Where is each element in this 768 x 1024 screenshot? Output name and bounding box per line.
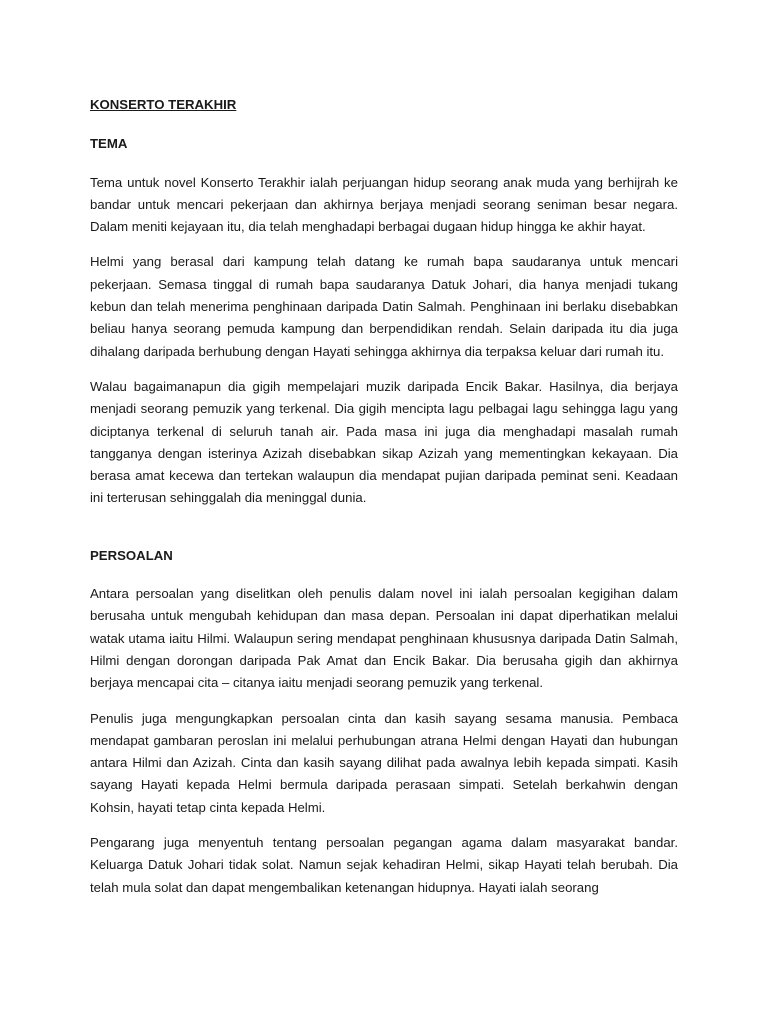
document-page (90, 94, 678, 912)
section-spacer (90, 523, 678, 545)
section-heading-tema: TEMA (90, 136, 128, 152)
paragraph: Helmi yang berasal dari kampung telah datang ke rumah bapa saudaranya untuk mencari pekerjaan. Semasa tinggal di rumah bapa saudaranya Datuk Johari, dia hanya menjadi tukang kebun dan telah menerima penghinaan daripada Datin Salmah. Penghinaan ini berlaku disebabkan beliau hanya seorang pemuda kampung dan berpendidikan rendah. Selain daripada itu dia juga dihalang daripada berhubung dengan Hayati sehingga akhirnya dia terpaksa keluar dari rumah itu. (90, 254, 678, 359)
section-persoalan (90, 545, 678, 899)
paragraph: Penulis juga mengungkapkan persoalan cinta dan kasih sayang sesama manusia. Pembaca mendapat gambaran peroslan ini melalui perhubungan atrana Helmi dengan Hayati dan hubungan antara Hilmi dan Azizah. Cinta dan kasih sayang dilihat pada awalnya lebih kepada simpati. Kasih sayang Hayati kepada Helmi bermula daripada perasaan simpati. Setelah berkahwin dengan Kohsin, hayati tetap cinta kepada Helmi. (90, 710, 678, 815)
paragraph: Antara persoalan yang diselitkan oleh penulis dalam novel ini ialah persoalan kegigihan dalam berusaha untuk mengubah kehidupan dan masa depan. Persoalan ini dapat diperhatikan melalui watak utama iaitu Hilmi. Walaupun sering mendapat penghinaan khususnya daripada Datin Salmah, Hilmi dengan dorongan daripada Pak Amat dan Encik Bakar. Dia berusaha gigih dan akhirnya berjaya mencapai cita – citanya iaitu menjadi seorang pemuzik yang terkenal. (90, 586, 678, 691)
paragraph: Pengarang juga menyentuh tentang persoalan pegangan agama dalam masyarakat bandar. Keluarga Datuk Johari tidak solat. Namun sejak kehadiran Helmi, sikap Hayati telah berubah. Dia telah mula solat dan dapat mengembalikan ketenangan hidupnya. Hayati ialah seorang (90, 835, 678, 895)
section-heading-persoalan: PERSOALAN (90, 547, 173, 563)
paragraph: Tema untuk novel Konserto Terakhir ialah perjuangan hidup seorang anak muda yang berhijrah ke bandar untuk mencari pekerjaan dan akhirnya berjaya menjadi seorang seniman besar negara. Dalam meniti kejayaan itu, dia telah menghadapi berbagai dugaan hidup hingga ke akhir hayat. (90, 174, 678, 235)
paragraph: Walau bagaimanapun dia gigih mempelajari muzik daripada Encik Bakar. Hasilnya, dia berjaya menjadi seorang pemuzik yang terkenal. Dia gigih mencipta lagu pelbagai lagu sehingga lagu yang diciptanya terkenal di seluruh tanah air. Pada masa ini juga dia menghadapi masalah rumah tangganya dengan isterinya Azizah disebabkan sikap Azizah yang mementingkan kekayaan. Dia berasa amat kecewa dan tertekan walaupun dia mendapat pujian daripada peminat seni. Keadaan ini terterusan sehinggalah dia meninggal dunia. (90, 378, 678, 506)
section-tema (90, 133, 678, 509)
document-title: KONSERTO TERAKHIR (90, 97, 237, 112)
